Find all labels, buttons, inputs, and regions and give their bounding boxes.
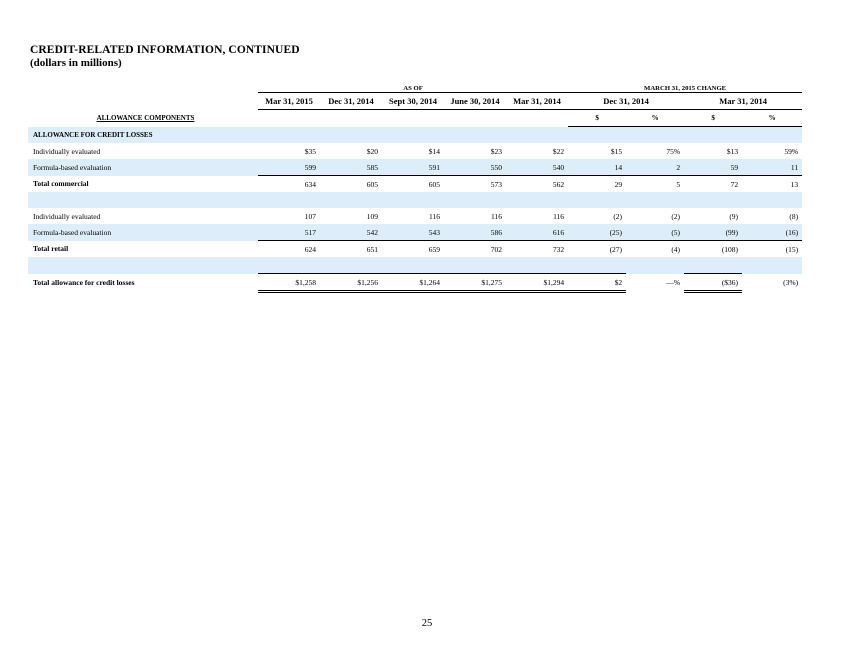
table-cell: $23 — [490, 146, 502, 156]
period-header-row — [28, 93, 802, 110]
table-cell: $1,275 — [444, 274, 506, 292]
table-cell: 591 — [382, 159, 444, 176]
page-number: 25 — [421, 618, 433, 629]
table-cell: —% — [666, 278, 681, 287]
components-header-row — [28, 110, 802, 127]
section-header-row — [28, 127, 802, 144]
row-label: Formula-based evaluation — [28, 159, 258, 176]
table-cell: 75% — [666, 146, 681, 156]
table-cell: 72 — [730, 179, 739, 189]
table-cell: 550 — [444, 159, 506, 176]
spacer-row — [28, 257, 802, 274]
table-cell: 605 — [428, 179, 440, 189]
allowance-components-label: ALLOWANCE COMPONENTS — [96, 114, 195, 122]
table-cell: 651 — [366, 244, 378, 254]
table-cell: 29 — [614, 179, 623, 189]
row-label: Total allowance for credit losses — [33, 278, 135, 287]
row-label: Formula-based evaluation — [28, 224, 258, 241]
table-cell: 116 — [553, 211, 565, 221]
table-row-grand-total — [28, 274, 802, 292]
table-cell: (27) — [609, 244, 623, 254]
table-cell: 517 — [258, 224, 320, 241]
change-group-header: MARCH 31, 2015 CHANGE — [568, 81, 802, 93]
table-cell: 624 — [304, 244, 316, 254]
table-cell: 59 — [684, 159, 742, 176]
table-cell: 107 — [304, 211, 316, 221]
table-cell: $35 — [304, 146, 316, 156]
table-cell: (99) — [684, 224, 742, 241]
table-cell: (25) — [568, 224, 626, 241]
row-label: Individually evaluated — [33, 146, 101, 156]
table-cell: $22 — [552, 146, 565, 156]
table-cell: $1,264 — [382, 274, 444, 292]
table-cell: 586 — [444, 224, 506, 241]
table-cell: 116 — [491, 211, 502, 221]
table-cell: (3%) — [783, 278, 799, 287]
table-cell: 540 — [506, 159, 568, 176]
change-dollar-header: $ — [568, 110, 626, 127]
table-row-total — [28, 241, 802, 258]
allowance-table — [28, 81, 802, 293]
as-of-group-header: AS OF — [258, 81, 568, 93]
table-cell: 732 — [552, 244, 565, 254]
table-cell: (8) — [789, 211, 799, 221]
table-row — [28, 224, 802, 241]
table-row — [28, 159, 802, 176]
table-cell: (16) — [742, 224, 802, 241]
table-cell: (2) — [671, 211, 681, 221]
table-cell: 542 — [320, 224, 382, 241]
change-period-header: Mar 31, 2014 — [684, 93, 802, 110]
spacer-row — [28, 192, 802, 208]
table-cell: 616 — [506, 224, 568, 241]
table-row — [28, 143, 802, 159]
section-label: ALLOWANCE FOR CREDIT LOSSES — [28, 127, 802, 144]
table-cell: (2) — [613, 211, 623, 221]
table-cell: (9) — [729, 211, 739, 221]
table-cell: 573 — [490, 179, 502, 189]
table-cell: $1,294 — [506, 274, 568, 292]
report-title: CREDIT-RELATED INFORMATION, CONTINUED — [30, 44, 300, 56]
group-header-row — [28, 81, 802, 93]
table-cell: $13 — [726, 146, 739, 156]
table-cell: 585 — [320, 159, 382, 176]
table-cell: 109 — [366, 211, 378, 221]
period-header: Mar 31, 2015 — [258, 93, 320, 110]
row-label: Individually evaluated — [33, 211, 101, 221]
table-cell: $15 — [610, 146, 623, 156]
table-cell: 59% — [784, 146, 799, 156]
table-cell: $20 — [366, 146, 378, 156]
table-cell: $2 — [568, 274, 626, 292]
table-cell: 659 — [428, 244, 440, 254]
table-cell: (5) — [626, 224, 684, 241]
table-row-total — [28, 176, 802, 193]
table-cell: 634 — [304, 179, 316, 189]
row-label: Total commercial — [33, 179, 89, 189]
table-cell: $1,256 — [320, 274, 382, 292]
period-header: Dec 31, 2014 — [320, 93, 382, 110]
change-percent-header: % — [742, 110, 802, 127]
table-cell: 2 — [626, 159, 684, 176]
change-percent-header: % — [626, 110, 684, 127]
table-cell: 116 — [429, 211, 440, 221]
table-cell: $14 — [428, 146, 440, 156]
table-cell: 5 — [676, 179, 681, 189]
table-cell: (108) — [721, 244, 739, 254]
table-row — [28, 208, 802, 224]
period-header: Mar 31, 2014 — [506, 93, 568, 110]
table-cell: ($36) — [684, 274, 742, 292]
period-header: Sept 30, 2014 — [382, 93, 444, 110]
table-cell: 702 — [490, 244, 502, 254]
table-cell: 605 — [366, 179, 378, 189]
row-label: Total retail — [33, 244, 69, 254]
report-subtitle: (dollars in millions) — [30, 57, 122, 69]
table-cell: (15) — [785, 244, 799, 254]
change-period-header: Dec 31, 2014 — [568, 93, 684, 110]
table-cell: 599 — [258, 159, 320, 176]
table-cell: $1,258 — [258, 274, 320, 292]
period-header: June 30, 2014 — [444, 93, 506, 110]
table-cell: 11 — [742, 159, 802, 176]
table-cell: 14 — [568, 159, 626, 176]
table-cell: (4) — [671, 244, 681, 254]
change-dollar-header: $ — [684, 110, 742, 127]
table-cell: 562 — [552, 179, 565, 189]
table-cell: 543 — [382, 224, 444, 241]
table-cell: 13 — [790, 179, 799, 189]
